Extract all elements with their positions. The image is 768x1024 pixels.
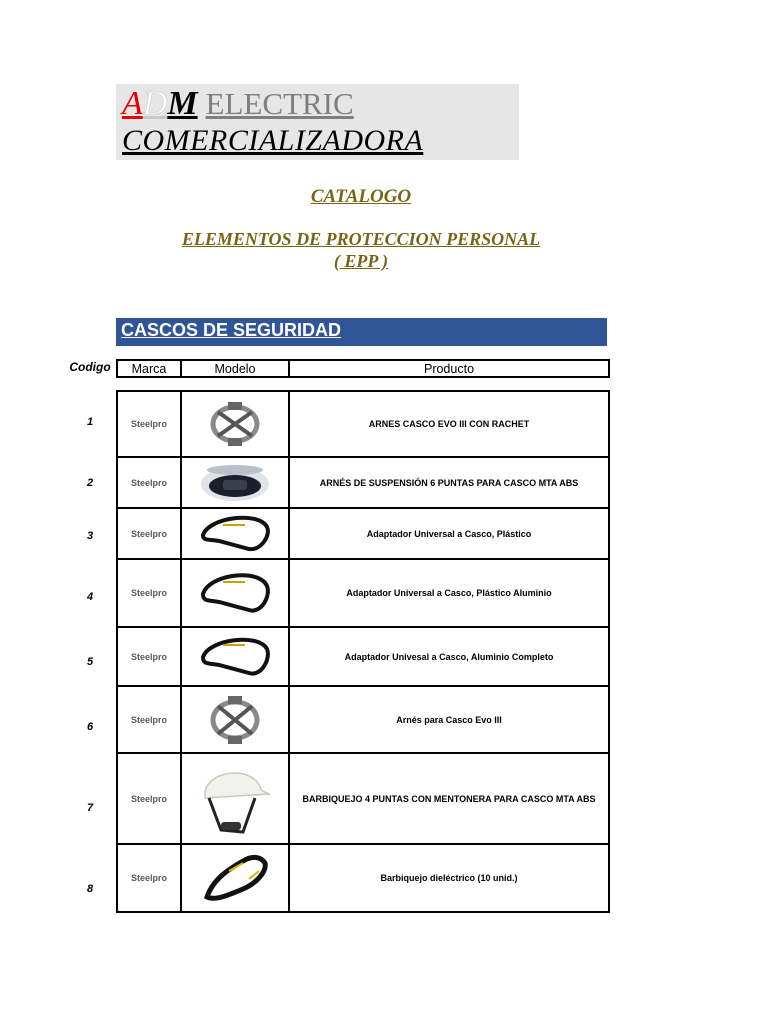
row-model-image: [181, 844, 289, 912]
logo-letter-m: M: [167, 85, 198, 122]
row-brand: Steelpro: [117, 508, 181, 559]
section-title: CASCOS DE SEGURIDAD: [121, 320, 342, 340]
row-code: 3: [86, 530, 94, 542]
row-code: 6: [86, 721, 94, 733]
logo-word-electric: ELECTRIC: [205, 86, 354, 121]
row-brand: Steelpro: [117, 559, 181, 627]
company-logo: [116, 84, 519, 160]
suspension-harness-icon: [197, 462, 273, 504]
logo-letter-a: A: [122, 85, 143, 122]
catalog-subtitle: ELEMENTOS DE PROTECCION PERSONAL: [181, 229, 541, 249]
helmet-chinstrap-icon: [199, 760, 271, 838]
catalog-abbreviation: ( EPP ): [333, 251, 389, 271]
row-product: Adaptador Univesal a Casco, Aluminio Completo: [289, 627, 609, 686]
face-shield-adapter-icon: [199, 633, 271, 681]
row-model-image: [181, 391, 289, 457]
row-brand: Steelpro: [117, 844, 181, 912]
table-row: [117, 508, 609, 559]
logo-line-1: [122, 86, 354, 122]
row-product: ARNES CASCO EVO III CON RACHET: [289, 391, 609, 457]
table-row: [117, 844, 609, 912]
row-product: Adaptador Universal a Casco, Plástico: [289, 508, 609, 559]
row-product: BARBIQUEJO 4 PUNTAS CON MENTONERA PARA CASCO MTA ABS: [289, 753, 609, 844]
header-marca: Marca: [117, 360, 181, 377]
table-row: [117, 457, 609, 508]
row-product: Arnés para Casco Evo III: [289, 686, 609, 753]
row-model-image: [181, 559, 289, 627]
row-brand: Steelpro: [117, 627, 181, 686]
product-table: [116, 390, 610, 913]
table-header: [116, 359, 610, 378]
table-row: [117, 391, 609, 457]
row-code: 1: [86, 416, 94, 428]
row-model-image: [181, 457, 289, 508]
harness-icon: [204, 398, 266, 450]
row-model-image: [181, 627, 289, 686]
header-producto: Producto: [289, 360, 609, 377]
catalog-title: CATALOGO: [310, 186, 412, 207]
row-code: 5: [86, 656, 94, 668]
section-header: [116, 318, 607, 346]
header-modelo: Modelo: [181, 360, 289, 377]
table-row: [117, 559, 609, 627]
row-brand: Steelpro: [117, 391, 181, 457]
row-model-image: [181, 508, 289, 559]
harness-icon: [204, 692, 266, 748]
logo-letter-d: D: [142, 85, 168, 122]
table-row: [117, 686, 609, 753]
row-product: Adaptador Universal a Casco, Plástico Aluminio: [289, 559, 609, 627]
row-product: Barbiquejo dieléctrico (10 unid.): [289, 844, 609, 912]
row-code: 7: [86, 802, 94, 814]
row-code: 8: [86, 883, 94, 895]
row-code: 4: [86, 591, 94, 603]
row-product: ARNÉS DE SUSPENSIÓN 6 PUNTAS PARA CASCO MTA ABS: [289, 457, 609, 508]
row-brand: Steelpro: [117, 753, 181, 844]
chin-strap-icon: [199, 849, 271, 907]
row-model-image: [181, 753, 289, 844]
row-model-image: [181, 686, 289, 753]
codigo-header: Codigo: [69, 360, 111, 374]
table-row: [117, 627, 609, 686]
row-brand: Steelpro: [117, 686, 181, 753]
face-shield-adapter-icon: [199, 513, 271, 555]
logo-line-2: COMERCIALIZADORA: [122, 124, 424, 157]
row-brand: Steelpro: [117, 457, 181, 508]
table-row: [117, 753, 609, 844]
face-shield-adapter-icon: [199, 568, 271, 618]
row-code: 2: [86, 477, 94, 489]
